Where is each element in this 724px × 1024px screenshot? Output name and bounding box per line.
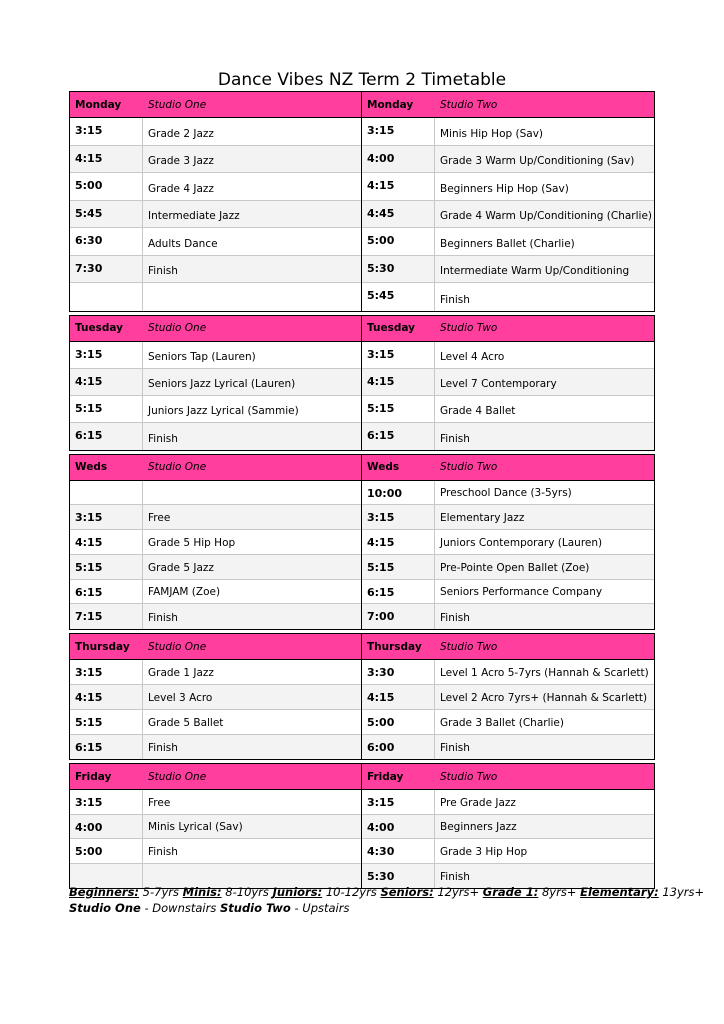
table-row (70, 228, 361, 256)
day-name: Weds (75, 461, 108, 473)
class-name: Level 1 Acro 5-7yrs (Hannah & Scarlett) (440, 667, 649, 680)
class-time: 6:30 (70, 228, 143, 255)
table-row (362, 396, 654, 423)
table-row (362, 283, 654, 311)
class-time: 7:30 (70, 256, 143, 283)
class-time: 3:15 (70, 790, 143, 814)
class-name: Grade 3 Jazz (148, 155, 214, 167)
studio-one-column (70, 764, 362, 888)
table-row (70, 580, 361, 605)
legend (69, 884, 704, 916)
studio-name: Studio Two (440, 640, 498, 653)
table-row (362, 481, 654, 506)
class-name: Adults Dance (148, 237, 218, 250)
table-row (70, 685, 361, 710)
class-name: Grade 3 Hip Hop (440, 845, 528, 858)
table-row (362, 790, 654, 815)
table-row (70, 735, 361, 760)
table-row (70, 839, 361, 864)
table-row (362, 369, 654, 396)
table-row (362, 660, 654, 685)
class-name: Level 3 Acro (148, 691, 213, 704)
class-name: Finish (440, 742, 470, 755)
class-name: Grade 4 Ballet (440, 404, 516, 417)
day-name: Tuesday (75, 322, 123, 334)
class-name: Pre Grade Jazz (440, 796, 516, 809)
legend-value: 8-10yrs (221, 885, 273, 899)
class-name: Grade 5 Hip Hop (148, 536, 236, 549)
class-time: 4:15 (70, 369, 143, 395)
day-block-tue (69, 315, 655, 451)
studio-name: Studio Two (440, 322, 498, 334)
class-time: 3:15 (362, 118, 435, 145)
class-time: 5:45 (362, 283, 435, 311)
table-row (70, 146, 361, 174)
table-row (362, 256, 654, 284)
legend-term: Juniors: (272, 885, 323, 899)
table-row (362, 118, 654, 146)
class-time: 4:15 (362, 530, 435, 554)
class-name: Seniors Jazz Lyrical (Lauren) (148, 377, 296, 390)
class-name: Finish (148, 742, 178, 755)
table-row (70, 604, 361, 629)
class-time: 5:15 (70, 555, 143, 579)
class-name: Level 2 Acro 7yrs+ (Hannah & Scarlett) (440, 691, 648, 704)
legend-value: 8yrs+ (538, 885, 581, 899)
class-time: 4:15 (70, 685, 143, 709)
class-name (143, 283, 148, 311)
table-row (362, 423, 654, 450)
class-time (70, 481, 143, 505)
class-time: 3:15 (362, 505, 435, 529)
table-row (70, 815, 361, 840)
day-header (70, 92, 361, 118)
class-time: 4:15 (362, 173, 435, 200)
class-name: Beginners Jazz (440, 821, 517, 834)
legend-studios (69, 900, 704, 916)
day-header (362, 92, 654, 118)
class-time: 3:15 (70, 342, 143, 368)
class-time: 6:15 (70, 735, 143, 760)
table-row (362, 201, 654, 229)
class-time: 5:15 (70, 396, 143, 422)
class-name: Intermediate Warm Up/Conditioning (440, 265, 630, 277)
class-name: Intermediate Jazz (148, 210, 240, 222)
studio-one-column (70, 455, 362, 630)
class-name: Level 4 Acro (440, 350, 505, 363)
class-name: Level 7 Contemporary (440, 377, 557, 390)
studio-one-column (70, 316, 362, 450)
table-row (70, 201, 361, 229)
table-row (70, 342, 361, 369)
studio-name: Studio One (148, 770, 207, 783)
table-row (362, 555, 654, 580)
studio-two-column (362, 764, 654, 888)
studio-name: Studio Two (440, 770, 498, 783)
table-row (362, 604, 654, 629)
table-row (362, 735, 654, 760)
class-time: 4:15 (70, 146, 143, 173)
table-row (70, 660, 361, 685)
day-block-thu (69, 633, 655, 760)
table-row (70, 256, 361, 284)
table-row (362, 815, 654, 840)
class-name (143, 481, 148, 505)
studio-two-column (362, 634, 654, 759)
class-name: Beginners Hip Hop (Sav) (440, 182, 569, 195)
day-header (362, 764, 654, 790)
legend-value: - Downstairs (140, 901, 220, 915)
class-time: 4:30 (362, 839, 435, 863)
studio-one-column (70, 634, 362, 759)
studio-name: Studio One (148, 98, 207, 111)
studio-name: Studio One (148, 322, 207, 334)
class-time: 3:15 (362, 342, 435, 368)
timetable (69, 91, 655, 892)
class-name: Finish (440, 293, 470, 306)
day-header (70, 634, 361, 660)
class-name: Preschool Dance (3-5yrs) (440, 487, 572, 500)
day-block-fri (69, 763, 655, 889)
class-name: Finish (440, 432, 470, 445)
class-time: 6:00 (362, 735, 435, 760)
table-row (362, 530, 654, 555)
class-time: 4:15 (362, 369, 435, 395)
day-name: Monday (367, 98, 414, 111)
legend-term: Grade 1: (482, 885, 539, 899)
class-time: 3:30 (362, 660, 435, 684)
day-name: Thursday (75, 640, 130, 653)
class-time: 5:00 (70, 173, 143, 200)
table-row (70, 423, 361, 450)
class-name: Grade 5 Ballet (148, 716, 224, 729)
table-row (70, 283, 361, 311)
table-row (70, 710, 361, 735)
legend-term: Seniors: (380, 885, 434, 899)
table-row (362, 342, 654, 369)
table-row (362, 505, 654, 530)
class-name: Grade 5 Jazz (148, 561, 214, 574)
class-name: Seniors Performance Company (440, 586, 603, 599)
table-row (70, 173, 361, 201)
table-row (70, 505, 361, 530)
class-name: Grade 3 Ballet (Charlie) (440, 716, 564, 729)
class-name: Finish (440, 871, 470, 884)
studio-name: Studio Two (440, 461, 498, 473)
class-name: Grade 2 Jazz (148, 127, 214, 140)
day-header (362, 634, 654, 660)
legend-term: Elementary: (580, 885, 659, 899)
class-name: Finish (148, 845, 178, 858)
class-time: 5:00 (362, 228, 435, 255)
studio-one-column (70, 92, 362, 311)
class-time: 6:15 (362, 423, 435, 450)
class-name: Beginners Ballet (Charlie) (440, 237, 575, 250)
table-row (70, 530, 361, 555)
class-time: 4:00 (362, 146, 435, 173)
class-time: 5:30 (362, 864, 435, 889)
class-time: 3:15 (70, 660, 143, 684)
legend-value: 5-7yrs (139, 885, 183, 899)
day-name: Friday (367, 770, 404, 783)
table-row (362, 685, 654, 710)
class-name: Elementary Jazz (440, 512, 525, 525)
class-time: 6:15 (362, 580, 435, 604)
studio-name: Studio One (148, 640, 207, 653)
class-name: Finish (148, 612, 178, 625)
day-name: Weds (367, 461, 400, 473)
legend-value: 10-12yrs (322, 885, 381, 899)
class-time: 5:15 (362, 396, 435, 422)
page-title: Dance Vibes NZ Term 2 Timetable (217, 70, 507, 90)
day-header (70, 455, 361, 481)
legend-term: Studio Two (219, 901, 291, 915)
day-name: Monday (75, 98, 122, 111)
day-header (70, 316, 361, 342)
class-time: 4:00 (362, 815, 435, 839)
class-name: Finish (148, 432, 178, 445)
class-name: Free (148, 796, 171, 809)
class-time: 3:15 (70, 505, 143, 529)
table-row (362, 146, 654, 174)
day-header (70, 764, 361, 790)
table-row (362, 710, 654, 735)
class-time: 4:00 (70, 815, 143, 839)
class-name: Minis Hip Hop (Sav) (440, 127, 544, 140)
table-row (362, 173, 654, 201)
class-time: 5:15 (70, 710, 143, 734)
legend-value: - Upstairs (290, 901, 350, 915)
class-time: 4:45 (362, 201, 435, 228)
table-row (362, 228, 654, 256)
legend-ages (69, 884, 704, 900)
legend-term: Beginners: (69, 885, 140, 899)
day-header (362, 316, 654, 342)
legend-value: 12yrs+ (433, 885, 483, 899)
table-row (70, 481, 361, 506)
table-row (70, 396, 361, 423)
day-block-mon (69, 91, 655, 312)
class-time: 4:15 (70, 530, 143, 554)
day-header (362, 455, 654, 481)
class-time: 5:00 (362, 710, 435, 734)
class-name: Grade 4 Jazz (148, 182, 214, 195)
studio-two-column (362, 92, 654, 311)
class-name: Grade 3 Warm Up/Conditioning (Sav) (440, 155, 635, 167)
class-time: 7:15 (70, 604, 143, 629)
class-name: Finish (440, 612, 470, 625)
studio-name: Studio One (148, 461, 207, 473)
class-time: 5:00 (70, 839, 143, 863)
class-time: 5:30 (362, 256, 435, 283)
class-time: 5:15 (362, 555, 435, 579)
class-name: Pre-Pointe Open Ballet (Zoe) (440, 561, 590, 574)
studio-two-column (362, 455, 654, 630)
studio-two-column (362, 316, 654, 450)
studio-name: Studio Two (440, 98, 498, 111)
day-name: Tuesday (367, 322, 415, 334)
class-time: 10:00 (362, 481, 435, 505)
legend-term: Studio One (69, 901, 141, 915)
class-name: Minis Lyrical (Sav) (148, 821, 243, 834)
class-time (70, 283, 143, 311)
class-name: Juniors Contemporary (Lauren) (440, 536, 603, 549)
day-name: Thursday (367, 640, 422, 653)
class-time: 7:00 (362, 604, 435, 629)
class-time: 6:15 (70, 423, 143, 450)
legend-term: Minis: (182, 885, 222, 899)
class-time: 6:15 (70, 580, 143, 604)
class-time: 3:15 (70, 118, 143, 145)
class-name: FAMJAM (Zoe) (148, 586, 221, 599)
legend-value: 13yrs+ (658, 885, 705, 899)
day-name: Friday (75, 770, 112, 783)
table-row (70, 369, 361, 396)
class-name: Finish (148, 265, 178, 277)
class-time: 4:15 (362, 685, 435, 709)
class-time: 5:45 (70, 201, 143, 228)
table-row (70, 555, 361, 580)
class-name: Free (148, 512, 171, 525)
table-row (70, 118, 361, 146)
day-block-wed (69, 454, 655, 631)
class-name: Grade 1 Jazz (148, 667, 214, 680)
table-row (70, 790, 361, 815)
table-row (362, 580, 654, 605)
class-time: 3:15 (362, 790, 435, 814)
table-row (362, 839, 654, 864)
class-name: Seniors Tap (Lauren) (148, 350, 256, 363)
class-name: Juniors Jazz Lyrical (Sammie) (148, 404, 299, 417)
class-name: Grade 4 Warm Up/Conditioning (Charlie) (440, 210, 653, 222)
